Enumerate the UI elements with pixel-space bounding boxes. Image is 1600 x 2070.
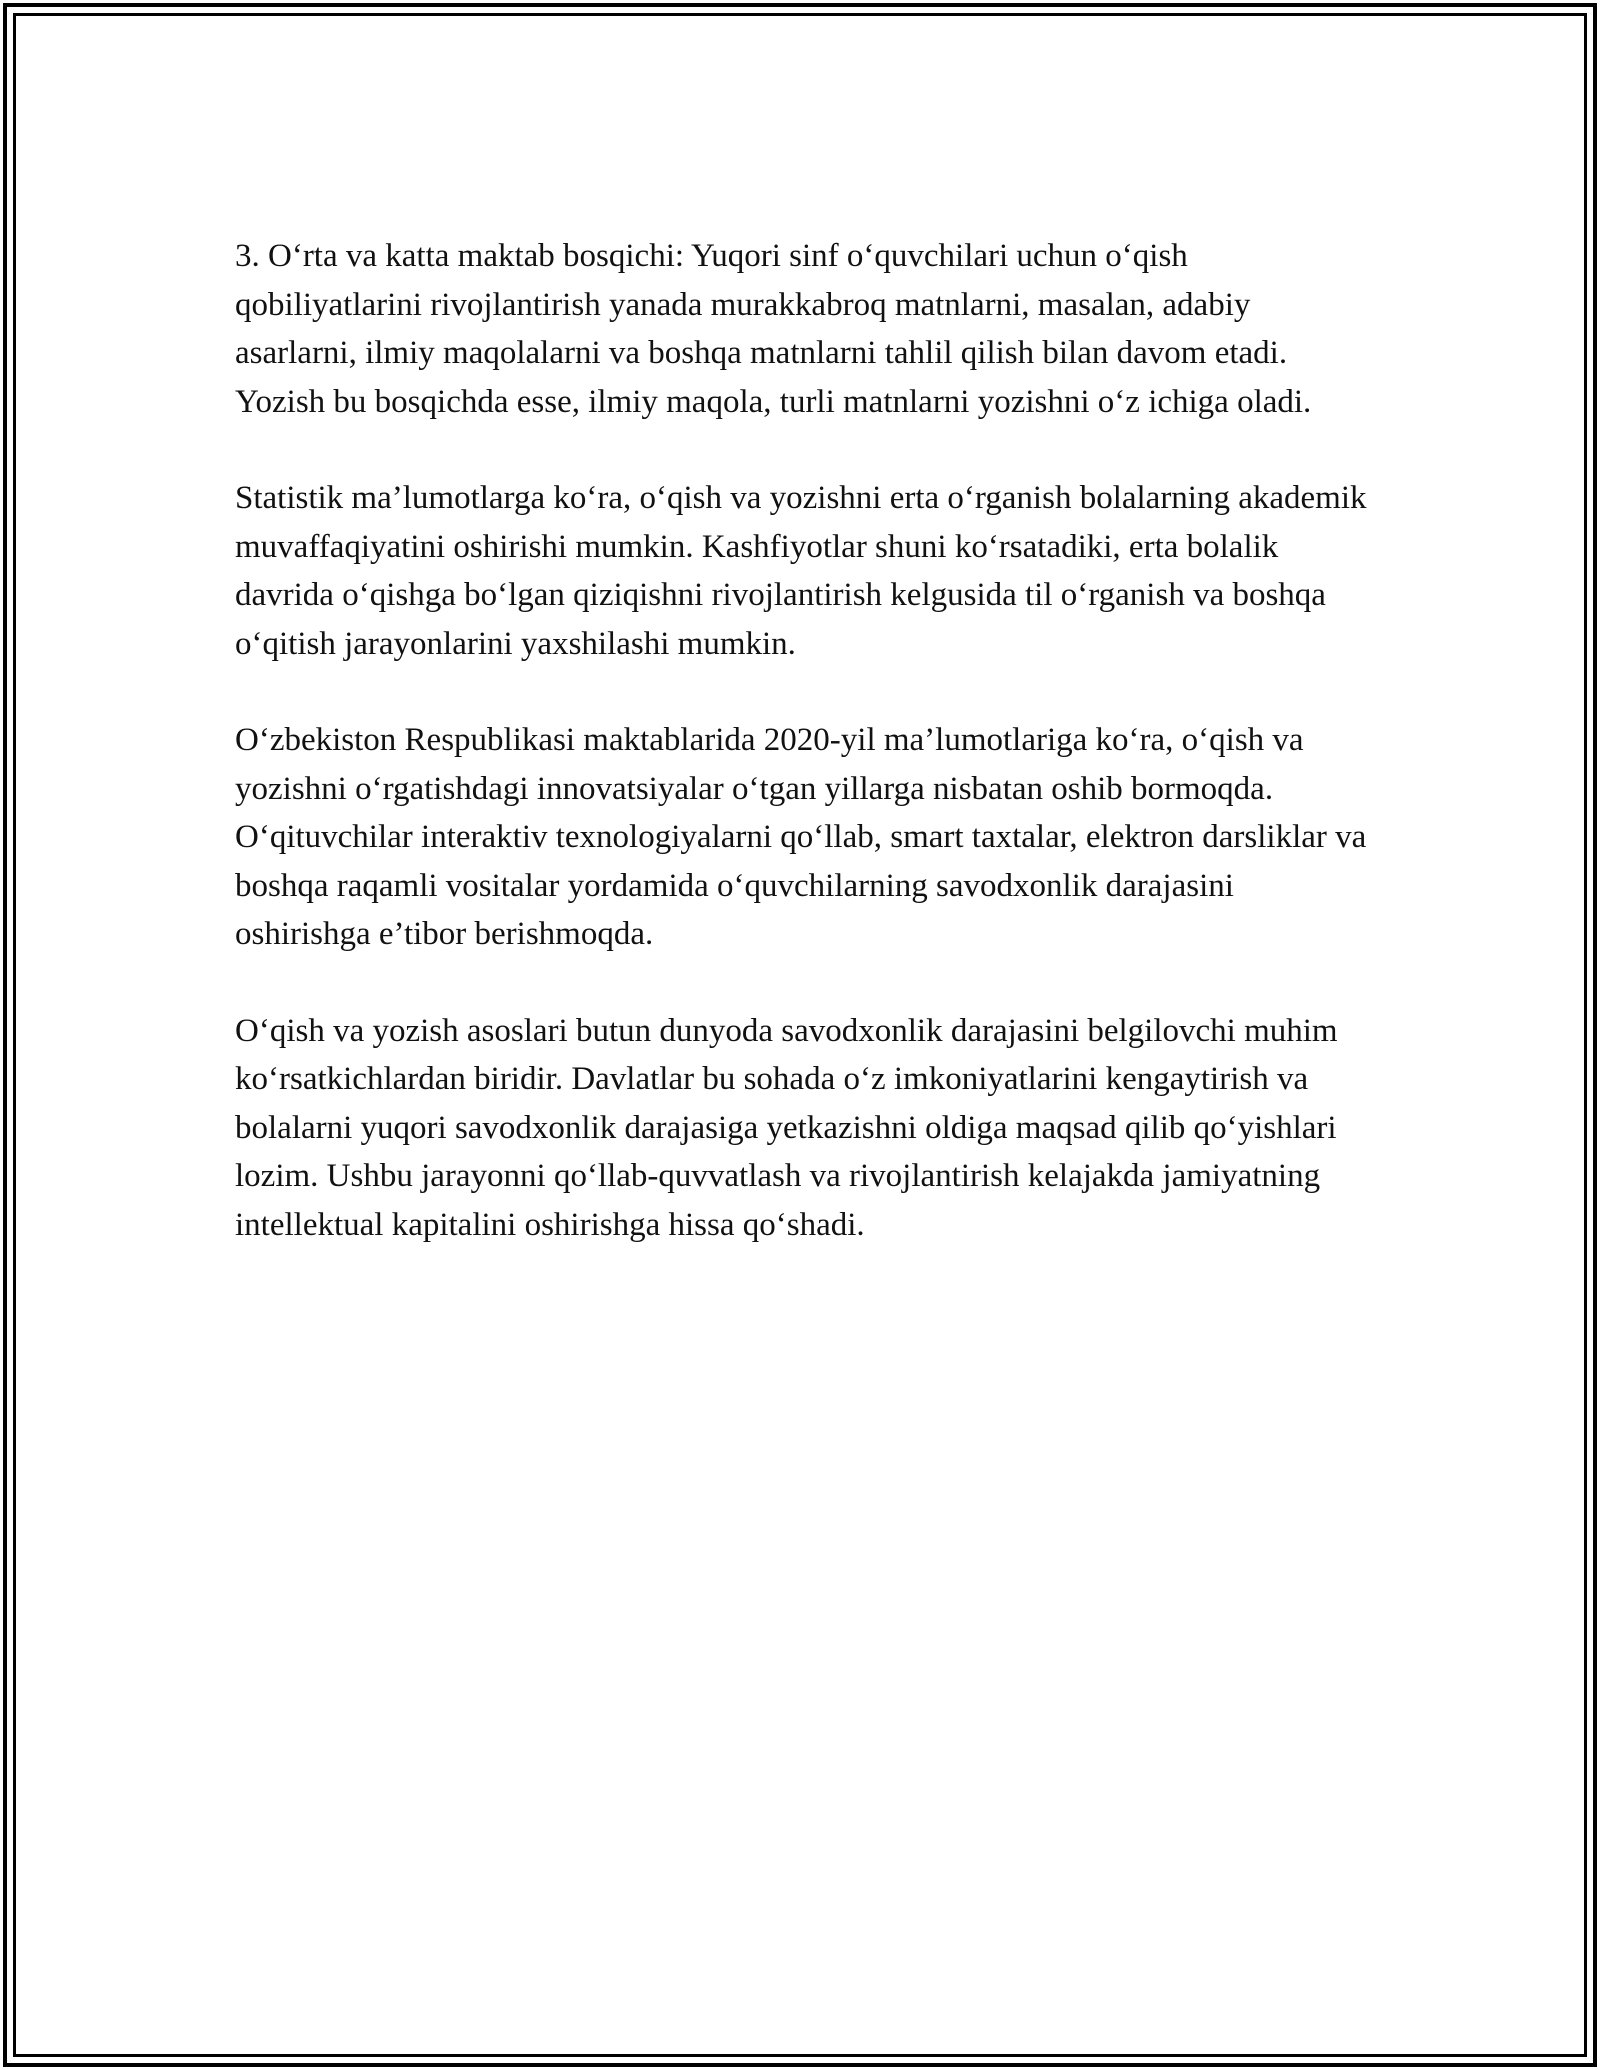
paragraph-school-stage: 3. O‘rta va katta maktab bosqichi: Yuqori sinf o‘quvchilari uchun o‘qish qobiliyatlarini rivojlantirish yanada murakkabroq matnlarni, masalan, adabiy asarlarni, ilmiy maqolalarni va boshqa matnlarni tahlil qilish bilan davom etadi. Yozish bu bosqichda esse, ilmiy maqola, turli matnlarni yozishni o‘z ichiga oladi. (235, 238, 1312, 420)
document-body (235, 232, 1375, 1249)
paragraph-statistics: Statistik ma’lumotlarga ko‘ra, o‘qish va yozishni erta o‘rganish bolalarning akademik muvaffaqiyatini oshirishi mumkin. Kashfiyotlar shuni ko‘rsatadiki, erta bolalik davrida o‘qishga bo‘lgan qiziqishni rivojlantirish kelgusida til o‘rganish va boshqa o‘qitish jarayonlarini yaxshilashi mumkin. (235, 480, 1367, 662)
paragraph-uzbekistan: O‘zbekiston Respublikasi maktablarida 2020-yil ma’lumotlariga ko‘ra, o‘qish va yozishni o‘rgatishdagi innovatsiyalar o‘tgan yillarga nisbatan oshib bormoqda. O‘qituvchilar interaktiv texnologiyalarni qo‘llab, smart taxtalar, elektron darsliklar va boshqa raqamli vositalar yordamida o‘quvchilarning savodxonlik darajasini oshirishga e’tibor berishmoqda. (235, 722, 1367, 952)
paragraph-literacy: O‘qish va yozish asoslari butun dunyoda savodxonlik darajasini belgilovchi muhim ko‘rsatkichlardan biridir. Davlatlar bu sohada o‘z imkoniyatlarini kengaytirish va bolalarni yuqori savodxonlik darajasiga yetkazishni oldiga maqsad qilib qo‘yishlari lozim. Ushbu jarayonni qo‘llab-quvvatlash va rivojlantirish kelajakda jamiyatning intellektual kapitalini oshirishga hissa qo‘shadi. (235, 1012, 1338, 1243)
